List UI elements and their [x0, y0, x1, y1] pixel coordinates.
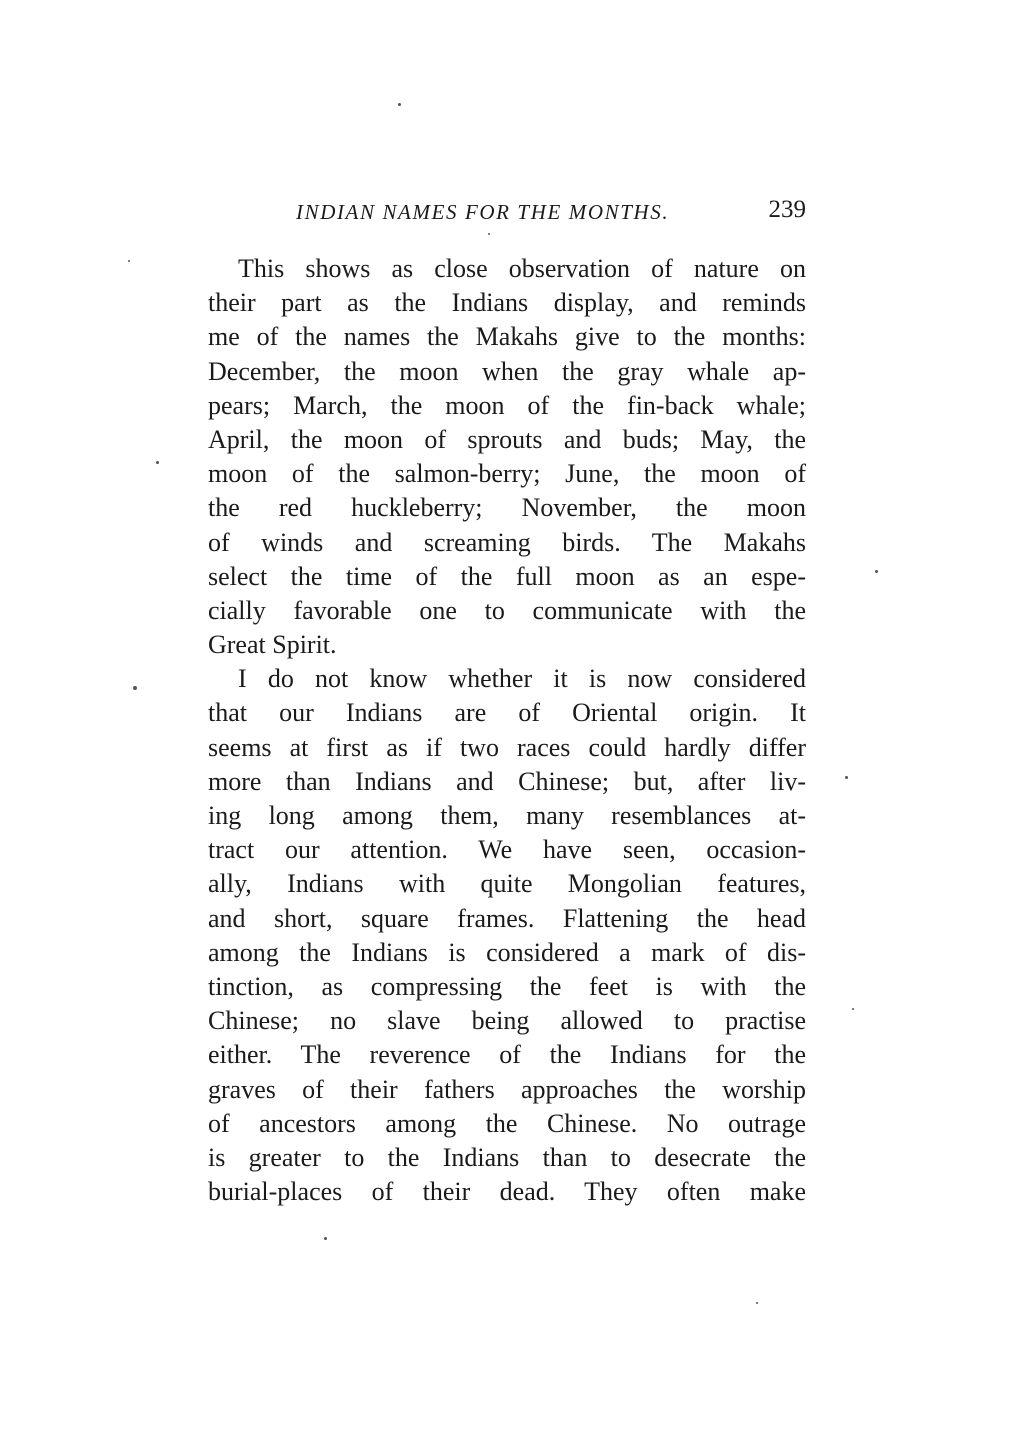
- text-line: of winds and screaming birds. The Makahs: [208, 527, 806, 557]
- text-line: tinction, as compressing the feet is with the: [208, 971, 806, 1001]
- running-head: [296, 196, 806, 226]
- text-line: ing long among them, many resemblances at-: [208, 801, 806, 830]
- text-line: the red huckleberry; November, the moon: [208, 493, 806, 523]
- body-text: [208, 252, 806, 1209]
- scan-speck: [324, 1237, 327, 1240]
- scan-speck: [875, 570, 878, 573]
- text-line: select the time of the full moon as an espe-: [208, 561, 806, 591]
- text-line: April, the moon of sprouts and buds; May, the: [208, 424, 806, 454]
- text-line: I do not know whether it is now considered: [238, 664, 806, 694]
- running-title: INDIAN NAMES FOR THE MONTHS.: [296, 200, 670, 224]
- text-line: is greater to the Indians than to desecrate the: [208, 1142, 806, 1172]
- text-line: Great Spirit.: [208, 630, 337, 660]
- page-number: 239: [768, 196, 806, 223]
- text-line: their part as the Indians display, and reminds: [208, 288, 806, 318]
- text-line: tract our attention. We have seen, occasion-: [208, 835, 806, 865]
- text-line: cially favorable one to communicate with the: [208, 595, 806, 625]
- scan-speck: [128, 260, 130, 262]
- text-line: either. The reverence of the Indians for the: [208, 1040, 806, 1070]
- text-line: burial-places of their dead. They often make: [208, 1177, 806, 1207]
- scan-speck: [488, 233, 490, 235]
- text-line: This shows as close observation of nature on: [238, 254, 806, 283]
- text-line: graves of their fathers approaches the worship: [208, 1074, 806, 1104]
- text-line: that our Indians are of Oriental origin. It: [208, 698, 806, 728]
- text-line: me of the names the Makahs give to the months:: [208, 322, 806, 352]
- scan-speck: [156, 461, 159, 464]
- text-line: of ancestors among the Chinese. No outrage: [208, 1108, 806, 1138]
- scan-speck: [852, 1008, 854, 1010]
- text-line: December, the moon when the gray whale ap-: [208, 356, 806, 386]
- text-line: and short, square frames. Flattening the head: [208, 903, 806, 933]
- scan-speck: [398, 103, 401, 106]
- text-line: ally, Indians with quite Mongolian features,: [208, 869, 806, 899]
- text-line: more than Indians and Chinese; but, after liv-: [208, 766, 806, 796]
- text-line: moon of the salmon-berry; June, the moon of: [208, 459, 806, 489]
- scan-speck: [133, 686, 137, 690]
- text-line: Chinese; no slave being allowed to practise: [208, 1006, 806, 1036]
- text-line: among the Indians is considered a mark of dis-: [208, 937, 806, 967]
- scan-speck: [845, 776, 848, 779]
- text-line: pears; March, the moon of the fin-back whale;: [208, 390, 806, 420]
- text-line: seems at first as if two races could hardly differ: [208, 732, 806, 762]
- scan-speck: [756, 1302, 758, 1304]
